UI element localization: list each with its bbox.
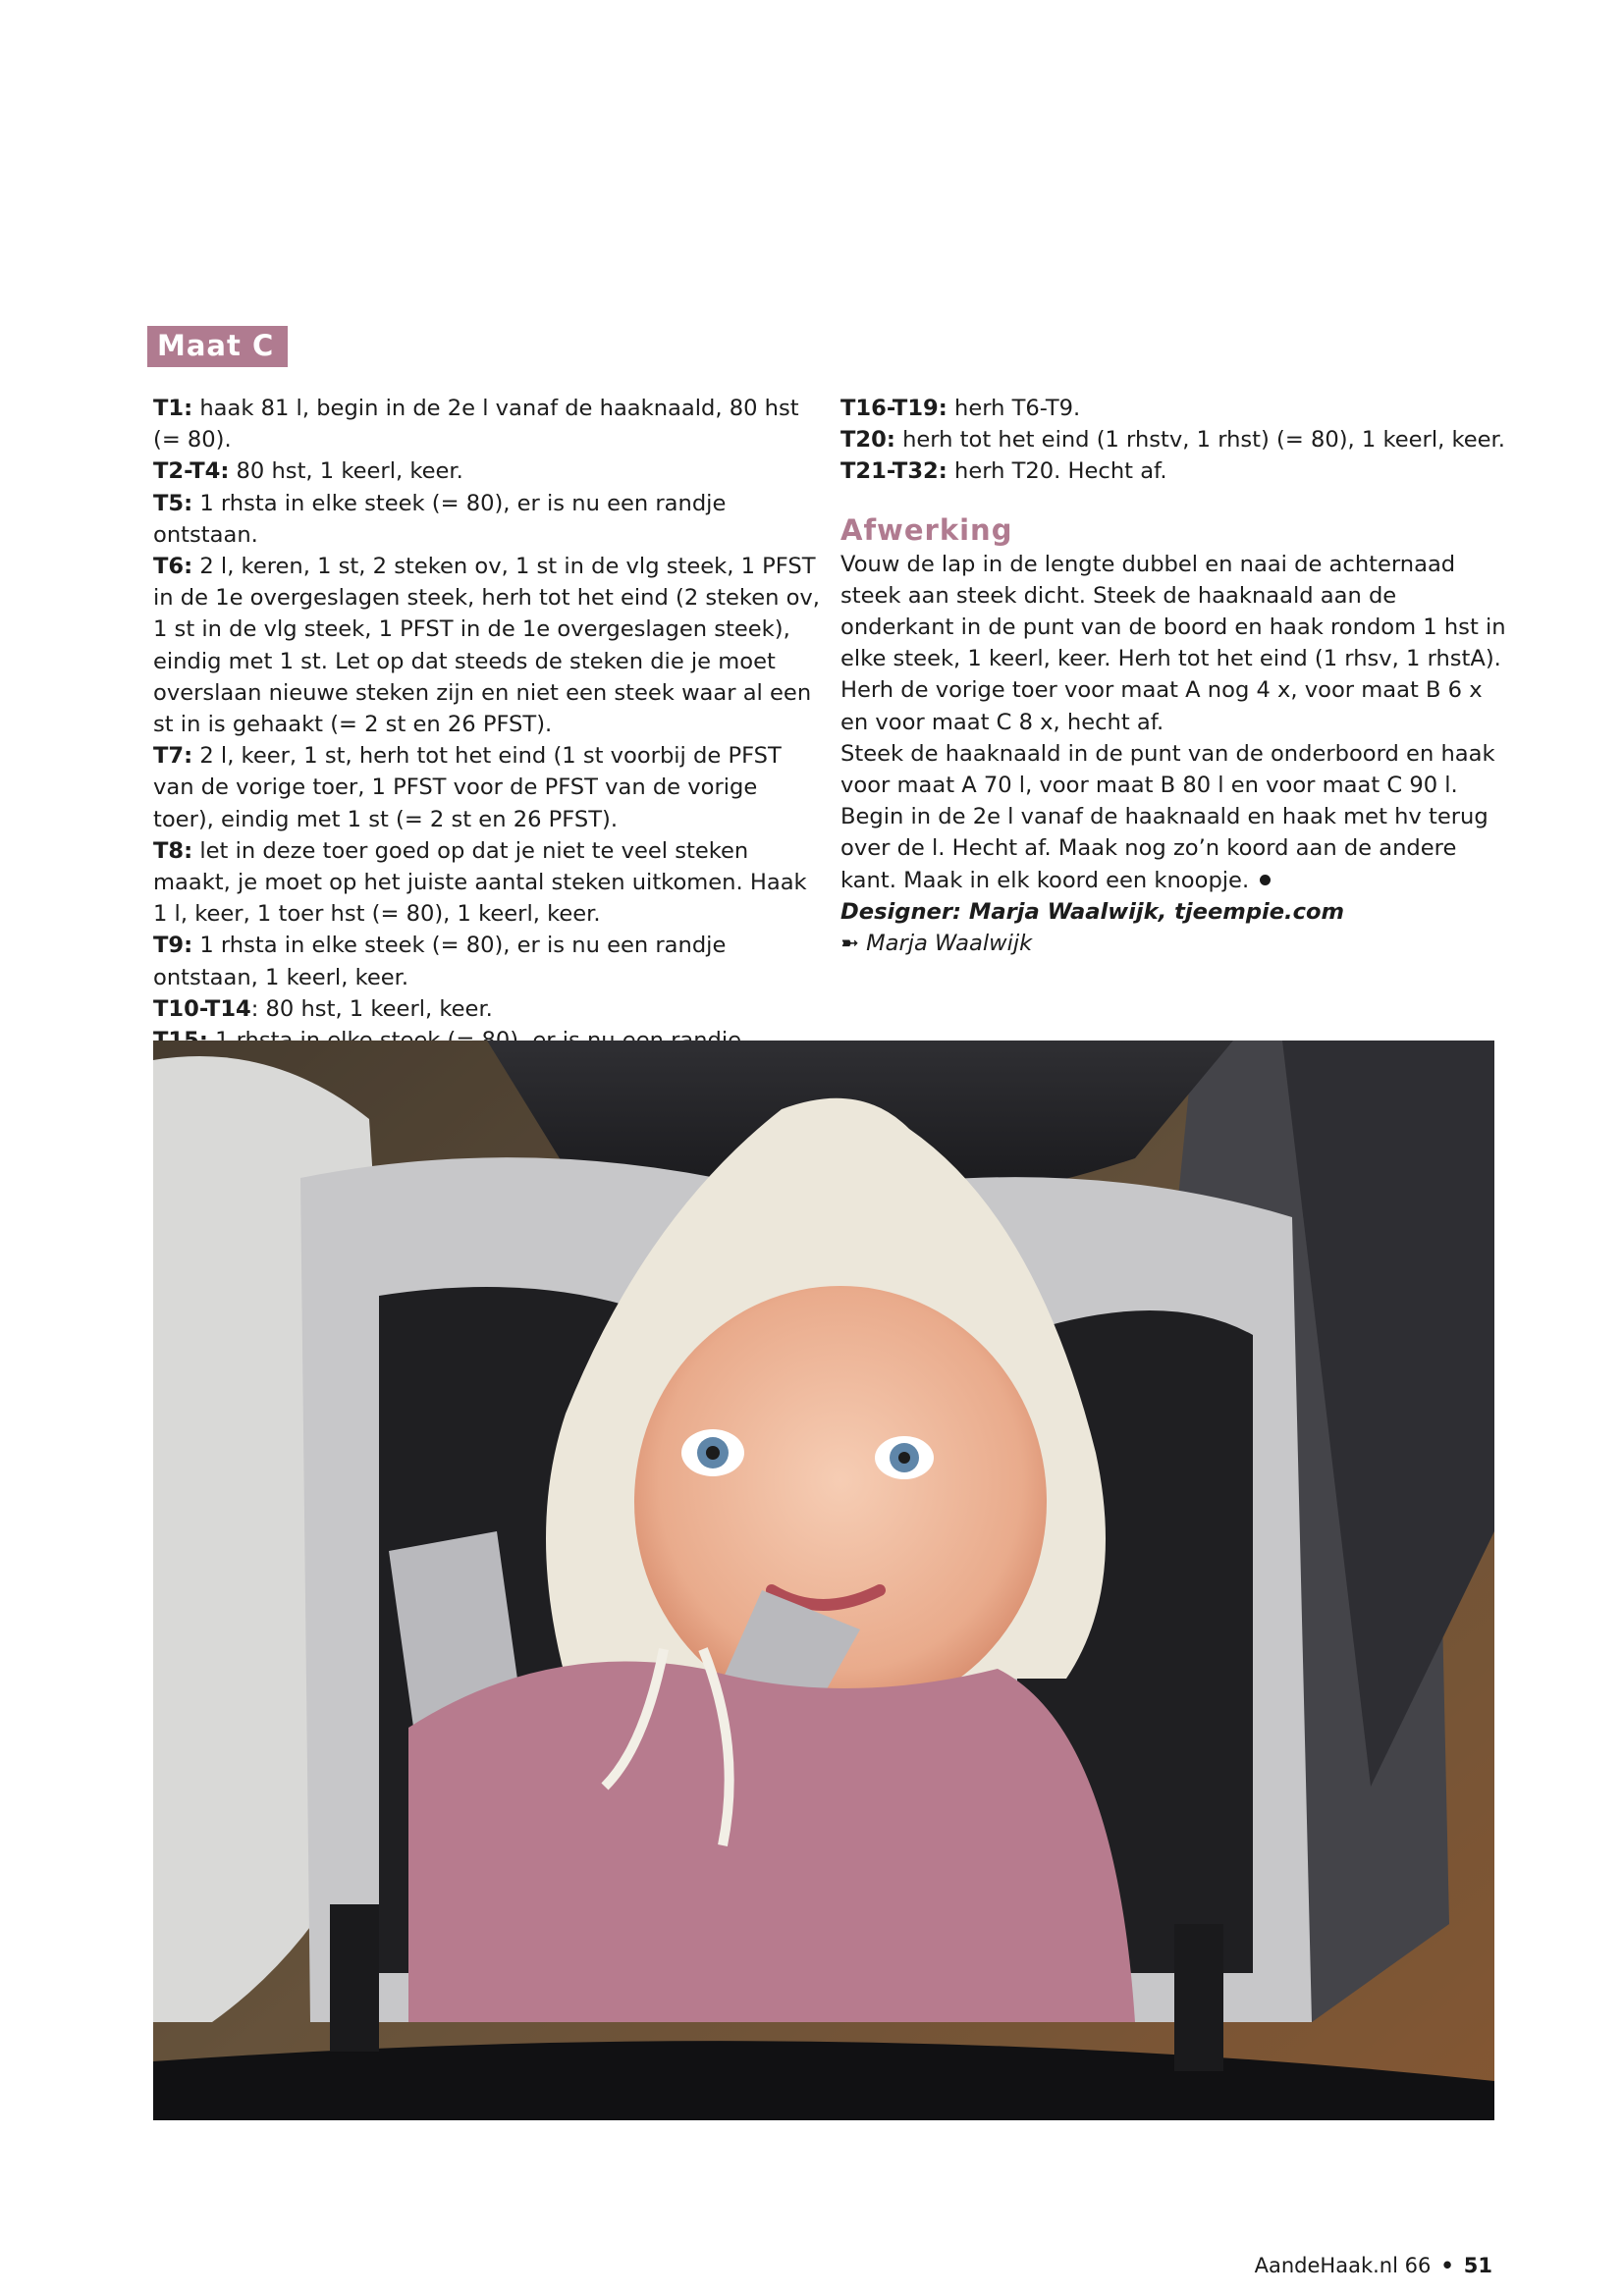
row-label: T6: <box>153 554 193 580</box>
instruction-row <box>840 393 1508 424</box>
instruction-row <box>153 993 821 1025</box>
row-text: 2 l, keer, 1 st, herh tot het eind (1 st voorbij de PFST van de vorige toer, 1 PFST voor de PFST van de vorige toer), eindig met 1 st (= 2 st en 26 PFST). <box>153 743 782 832</box>
finishing-paragraph-2: Steek de haaknaald in de punt van de onderboord en haak voor maat A 70 l, voor maat B 80 l en voor maat C 90 l. Begin in de 2e l vanaf de haaknaald en haak met hv terug over de l. Hecht af. Maak nog zo’n koord aan de andere kant. Maak in elk koord een knoopje. <box>840 740 1495 893</box>
row-label: T8: <box>153 837 193 864</box>
row-label: T9: <box>153 933 193 959</box>
instruction-row <box>153 455 821 487</box>
row-label: T21-T32: <box>840 458 947 485</box>
camera-icon: ➼ <box>840 931 859 957</box>
page-number: 51 <box>1463 2254 1492 2277</box>
instruction-row <box>153 488 821 551</box>
end-mark-icon <box>1260 875 1271 885</box>
row-text: 80 hst, 1 keerl, keer. <box>229 458 463 485</box>
instructions-right-column <box>840 393 1508 959</box>
row-label: T1: <box>153 396 193 421</box>
finishing-paragraph: Vouw de lap in de lengte dubbel en naai de achternaad steek aan steek dicht. Steek de haaknaald aan de onderkant in de punt van de boord en haak rondom 1 hst in elke steek, 1 keerl, keer. Herh tot het eind (1 rhsv, 1 rhstA). Herh de vorige toer voor maat A nog 4 x, voor maat B 6 x en voor maat C 8 x, hecht af. <box>840 551 1506 735</box>
row-text: 2 l, keren, 1 st, 2 steken ov, 1 st in de vlg steek, 1 PFST in de 1e overgeslagen steek, herh tot het eind (2 steken ov, 1 st in de vlg steek, 1 PFST in de 1e overgeslagen steek), eindig met 1 st. Let op dat steeds de steken die je moet overslaan nieuwe steken zijn en niet een steek waar al een st in is gehaakt (= 2 st en 26 PFST). <box>153 554 820 738</box>
row-text: 1 rhsta in elke steek (= 80), er is nu een randje ontstaan. <box>153 490 727 548</box>
instruction-row <box>153 740 821 835</box>
instruction-row <box>153 393 821 455</box>
row-label: T20: <box>840 427 895 454</box>
row-label: T16-T19: <box>840 396 947 421</box>
instruction-row <box>153 930 821 992</box>
row-text: haak 81 l, begin in de 2e l vanaf de haaknaald, 80 hst (= 80). <box>153 396 799 454</box>
page-footer <box>1255 2254 1492 2277</box>
row-label: T7: <box>153 743 193 770</box>
instruction-row <box>840 455 1508 487</box>
baby-photo <box>153 1041 1494 2120</box>
row-text: 1 rhsta in elke steek (= 80), er is nu een randje ontstaan, 1 keerl, keer. <box>153 933 727 990</box>
designer-credit: Designer: Marja Waalwijk, tjeempie.com <box>840 898 1345 925</box>
row-label: T10-T14 <box>153 995 251 1022</box>
publication-name: AandeHaak.nl 66 <box>1254 2254 1432 2277</box>
footer-separator: • <box>1440 2254 1454 2277</box>
photo-illustration <box>153 1041 1494 2120</box>
row-text: herh T20. Hecht af. <box>947 458 1167 485</box>
row-text: : 80 hst, 1 keerl, keer. <box>250 995 493 1022</box>
section-label: Maat C <box>147 326 288 367</box>
row-text: let in deze toer goed op dat je niet te veel steken maakt, je moet op het juiste aantal steken uitkomen. Haak 1 l, keer, 1 toer hst (= 80), 1 keerl, keer. <box>153 837 807 928</box>
finishing-title: Afwerking <box>840 512 1013 547</box>
instruction-row <box>840 424 1508 455</box>
row-label: T2-T4: <box>153 458 230 485</box>
row-text: herh T6-T9. <box>947 396 1081 421</box>
instruction-row <box>153 551 821 740</box>
row-label: T5: <box>153 490 193 516</box>
instructions-left-column <box>153 393 821 1088</box>
photo-credit: ➼ Marja Waalwijk <box>840 931 1033 957</box>
instruction-row <box>153 835 821 931</box>
row-text: herh tot het eind (1 rhstv, 1 rhst) (= 80), 1 keerl, keer. <box>894 427 1505 454</box>
